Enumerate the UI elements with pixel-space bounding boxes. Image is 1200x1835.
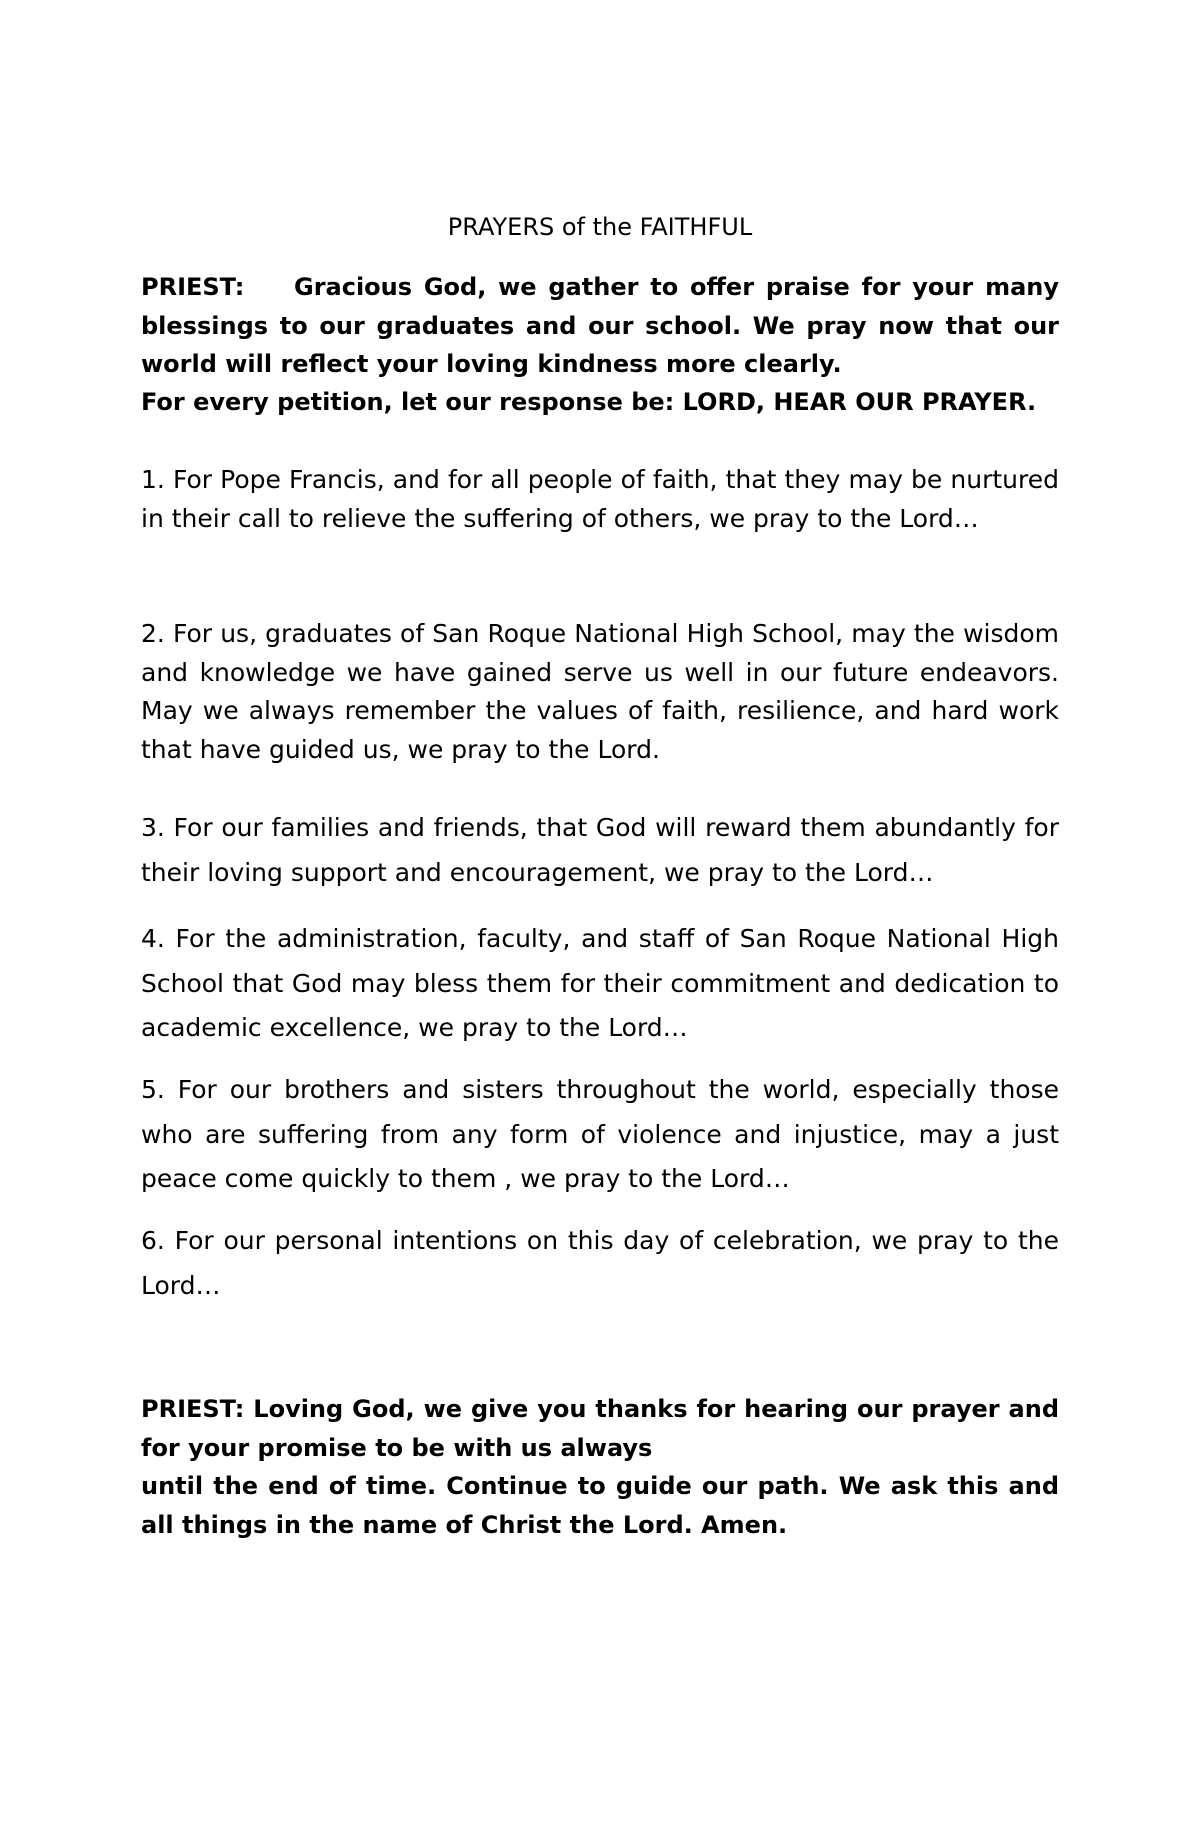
petition-2: 2. For us, graduates of San Roque National High School, may the wisdom and knowledge we have gained serve us well in our future endeavors. May we always remember the values of faith, resilience, and hard work that have guided us, we pray to the Lord. [141,619,1059,764]
document-title: PRAYERS of the FAITHFUL [447,213,753,241]
petition-6: 6. For our personal intentions on this day of celebration, we pray to the Lord… [141,1226,1059,1300]
closing-prayer-line-1: PRIEST: Loving God, we give you thanks for hearing our prayer and for your promise to be with us always [141,1395,1059,1462]
petition-5: 5. For our brothers and sisters throughout the world, especially those who are suffering from any form of violence and injustice, may a just peace come quickly to them , we pray to the Lord… [141,1075,1059,1193]
petition-3: 3. For our families and friends, that God will reward them abundantly for their loving support and encouragement, we pray to the Lord… [141,813,1059,887]
closing-prayer-line-2: until the end of time. Continue to guide our path. We ask this and all things in the name of Christ the Lord. Amen. [141,1472,1059,1539]
petition-4: 4. For the administration, faculty, and staff of San Roque National High School that God may bless them for their commitment and dedication to academic excellence, we pray to the Lord… [141,924,1059,1042]
petition-1: 1. For Pope Francis, and for all people of faith, that they may be nurtured in their call to relieve the suffering of others, we pray to the Lord… [141,465,1059,533]
opening-prayer [141,268,1059,384]
closing-prayer [141,1390,1059,1544]
opening-prayer-text: Gracious God, we gather to offer praise for your many blessings to our graduates and our school. We pray now that our world will reflect your loving kindness more clearly. [141,273,1059,378]
opening-speaker: PRIEST: [141,273,245,301]
response-instruction: For every petition, let our response be: LORD, HEAR OUR PRAYER. [141,388,1037,416]
